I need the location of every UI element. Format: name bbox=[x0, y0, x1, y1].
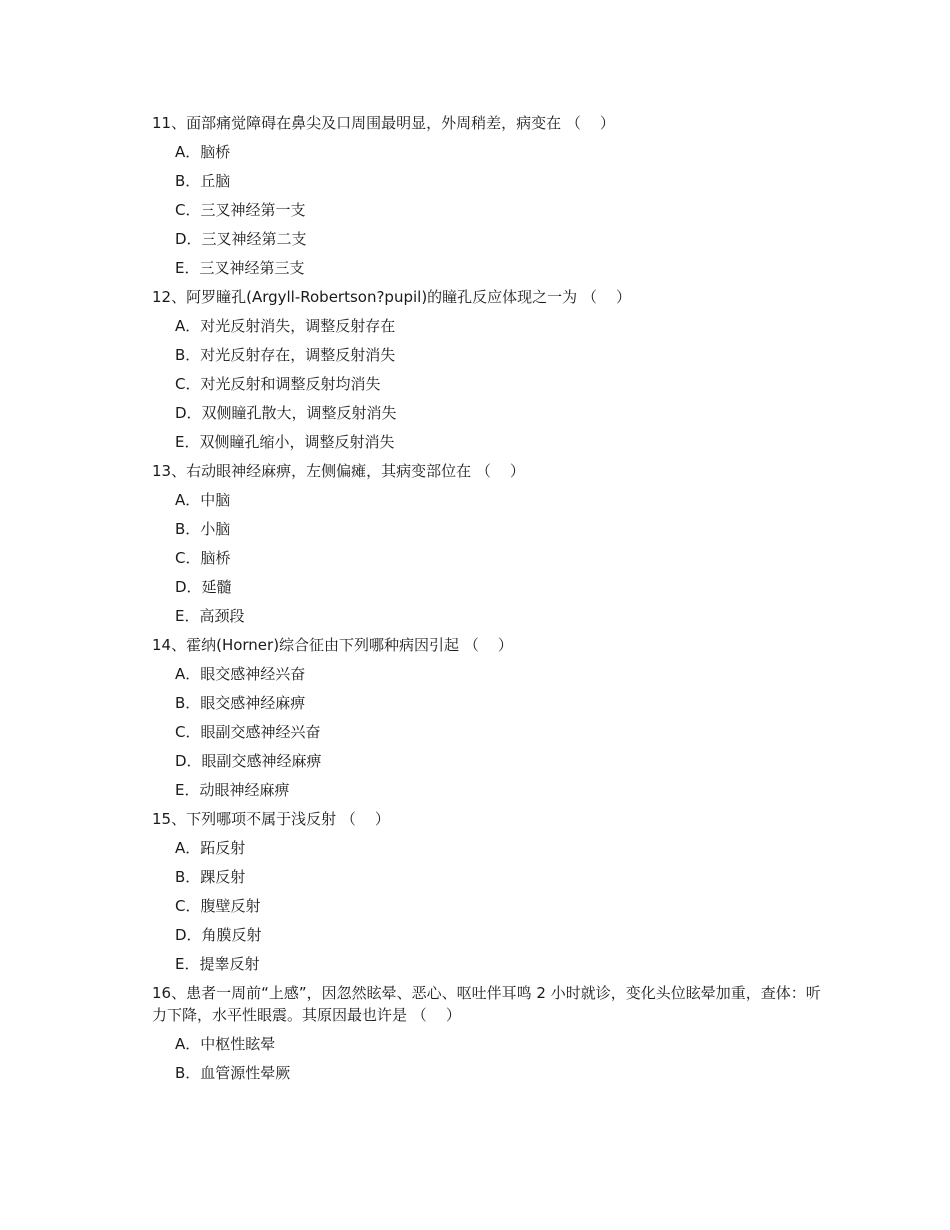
option-c: C．三叉神经第一支 bbox=[175, 201, 306, 219]
option-c: C．对光反射和调整反射均消失 bbox=[175, 375, 381, 393]
option-d: D．眼副交感神经麻痹 bbox=[175, 752, 322, 770]
option-a: A．脑桥 bbox=[175, 143, 231, 161]
option-b: B．踝反射 bbox=[175, 868, 246, 886]
question-stem: 14、霍纳(Horner)综合征由下列哪种病因引起 （ ） bbox=[152, 636, 513, 654]
option-e: E．双侧瞳孔缩小，调整反射消失 bbox=[175, 433, 395, 451]
option-b: B．丘脑 bbox=[175, 172, 231, 190]
option-b: B．小脑 bbox=[175, 520, 231, 538]
option-c: C．脑桥 bbox=[175, 549, 231, 567]
question-13 bbox=[152, 460, 832, 627]
question-16 bbox=[152, 982, 832, 1084]
option-a: A．中脑 bbox=[175, 491, 231, 509]
option-e: E．动眼神经麻痹 bbox=[175, 781, 290, 799]
option-b: B．血管源性晕厥 bbox=[175, 1064, 291, 1082]
question-14 bbox=[152, 634, 832, 801]
option-a: A．眼交感神经兴奋 bbox=[175, 665, 306, 683]
question-stem: 15、下列哪项不属于浅反射 （ ） bbox=[152, 810, 390, 828]
option-e: E．三叉神经第三支 bbox=[175, 259, 305, 277]
option-d: D．三叉神经第二支 bbox=[175, 230, 307, 248]
question-12 bbox=[152, 286, 832, 453]
option-d: D．角膜反射 bbox=[175, 926, 262, 944]
option-c: C．腹壁反射 bbox=[175, 897, 261, 915]
option-d: D．延髓 bbox=[175, 578, 232, 596]
question-stem: 16、患者一周前“上感”，因忽然眩晕、恶心、呕吐伴耳鸣 2 小时就诊，变化头位眩晕加重，查体：听力下降，水平性眼震。其原因最也许是 （ ） bbox=[152, 984, 821, 1024]
option-a: A．对光反射消失，调整反射存在 bbox=[175, 317, 396, 335]
option-e: E．提睾反射 bbox=[175, 955, 260, 973]
option-e: E．高颈段 bbox=[175, 607, 245, 625]
option-c: C．眼副交感神经兴奋 bbox=[175, 723, 321, 741]
option-b: B．眼交感神经麻痹 bbox=[175, 694, 306, 712]
option-d: D．双侧瞳孔散大，调整反射消失 bbox=[175, 404, 397, 422]
question-stem: 12、阿罗瞳孔(Argyll-Robertson?pupil)的瞳孔反应体现之一为 （ ） bbox=[152, 288, 632, 306]
option-b: B．对光反射存在，调整反射消失 bbox=[175, 346, 396, 364]
option-a: A．中枢性眩晕 bbox=[175, 1035, 276, 1053]
question-15 bbox=[152, 808, 832, 975]
question-list bbox=[152, 112, 832, 1091]
question-stem: 11、面部痛觉障碍在鼻尖及口周围最明显，外周稍差，病变在 （ ） bbox=[152, 114, 615, 132]
question-stem: 13、右动眼神经麻痹，左侧偏瘫，其病变部位在 （ ） bbox=[152, 462, 525, 480]
question-11 bbox=[152, 112, 832, 279]
option-a: A．跖反射 bbox=[175, 839, 246, 857]
